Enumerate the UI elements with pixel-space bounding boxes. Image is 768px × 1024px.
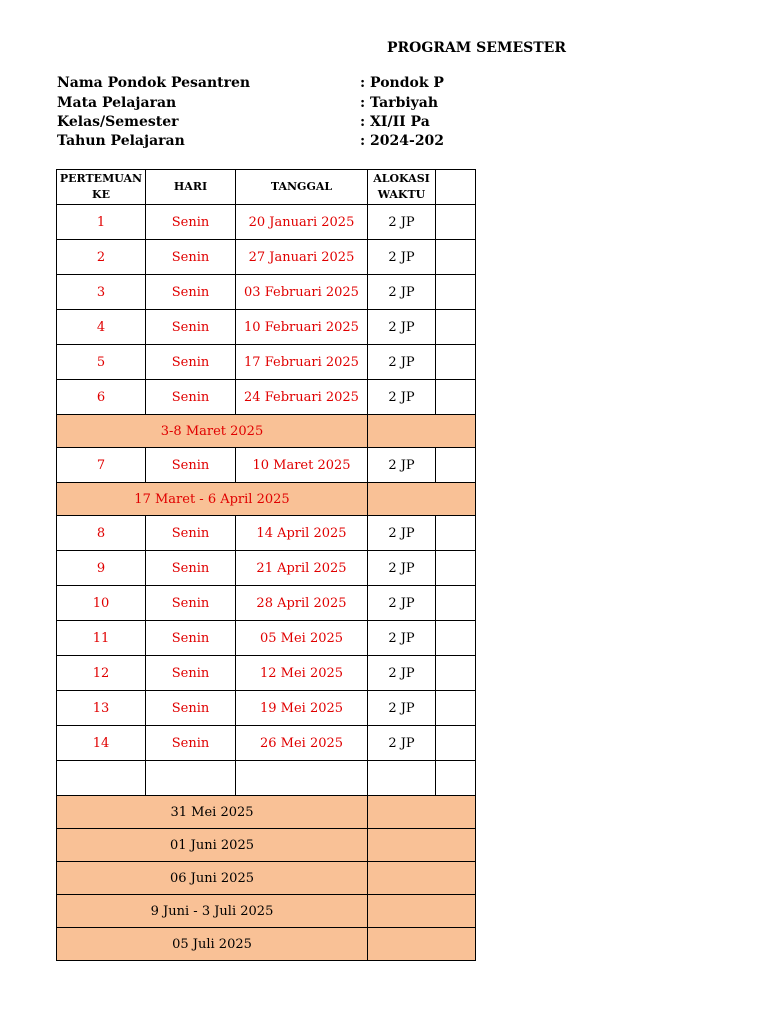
cell-alokasi: 2 JP (368, 275, 436, 310)
cell-hari: Senin (146, 310, 236, 345)
cell-no: 5 (57, 345, 146, 380)
cell-hari: Senin (146, 726, 236, 761)
cell-tanggal: 27 Januari 2025 (236, 240, 368, 275)
table-row (57, 586, 476, 621)
cell-hari: Senin (146, 275, 236, 310)
cell-no: 12 (57, 656, 146, 691)
holiday-band-row (57, 796, 476, 829)
cell-tanggal: 03 Februari 2025 (236, 275, 368, 310)
cell-hari: Senin (146, 621, 236, 656)
cell-extra (436, 275, 476, 310)
cell-tanggal: 28 April 2025 (236, 586, 368, 621)
holiday-band-row (57, 862, 476, 895)
table-row (57, 691, 476, 726)
cell-alokasi: 2 JP (368, 240, 436, 275)
table-row (57, 275, 476, 310)
holiday-band-row (57, 928, 476, 961)
info-value-pondok: : Pondok P (360, 75, 444, 91)
holiday-band-empty (368, 829, 476, 862)
cell-hari: Senin (146, 691, 236, 726)
cell-no: 11 (57, 621, 146, 656)
cell-no: 9 (57, 551, 146, 586)
table-row (57, 345, 476, 380)
table-row (57, 240, 476, 275)
info-value-tahun: : 2024-202 (360, 133, 445, 149)
cell-alokasi: 2 JP (368, 345, 436, 380)
holiday-band-empty (368, 415, 476, 448)
cell-no: 6 (57, 380, 146, 415)
cell-tanggal: 19 Mei 2025 (236, 691, 368, 726)
holiday-band-empty (368, 928, 476, 961)
table-row (57, 448, 476, 483)
header-tanggal: TANGGAL (236, 170, 368, 205)
cell-extra (436, 691, 476, 726)
header-extra (436, 170, 476, 205)
holiday-band-label: 17 Maret - 6 April 2025 (57, 483, 368, 516)
holiday-band-label: 3-8 Maret 2025 (57, 415, 368, 448)
cell-alokasi: 2 JP (368, 691, 436, 726)
cell-hari: Senin (146, 380, 236, 415)
cell-extra (436, 726, 476, 761)
holiday-band-row (57, 415, 476, 448)
cell-extra (436, 448, 476, 483)
cell-hari: Senin (146, 205, 236, 240)
empty-row (57, 761, 476, 796)
info-value-kelas: : XI/II Pa (360, 114, 430, 130)
cell-alokasi: 2 JP (368, 726, 436, 761)
cell-no: 8 (57, 516, 146, 551)
cell-tanggal: 14 April 2025 (236, 516, 368, 551)
cell-alokasi: 2 JP (368, 448, 436, 483)
holiday-band-label: 01 Juni 2025 (57, 829, 368, 862)
table-row (57, 516, 476, 551)
cell-extra (436, 516, 476, 551)
header-pertemuan: PERTEMUAN KE (57, 170, 146, 205)
holiday-band-label: 9 Juni - 3 Juli 2025 (57, 895, 368, 928)
cell-tanggal: 26 Mei 2025 (236, 726, 368, 761)
cell-alokasi: 2 JP (368, 551, 436, 586)
holiday-band-label: 31 Mei 2025 (57, 796, 368, 829)
table-header-row (57, 170, 476, 205)
table-row (57, 551, 476, 586)
cell-no: 10 (57, 586, 146, 621)
info-label-tahun: Tahun Pelajaran (57, 133, 185, 149)
document-title: PROGRAM SEMESTER (387, 40, 566, 56)
cell-no: 4 (57, 310, 146, 345)
table-row (57, 621, 476, 656)
cell-no: 13 (57, 691, 146, 726)
schedule-table (56, 169, 476, 961)
cell-tanggal: 17 Februari 2025 (236, 345, 368, 380)
cell-extra (436, 551, 476, 586)
holiday-band-empty (368, 796, 476, 829)
cell-hari: Senin (146, 448, 236, 483)
cell-alokasi: 2 JP (368, 621, 436, 656)
holiday-band-empty (368, 895, 476, 928)
table-row (57, 380, 476, 415)
holiday-band-row (57, 895, 476, 928)
cell-alokasi: 2 JP (368, 656, 436, 691)
cell-empty (236, 761, 368, 796)
cell-alokasi: 2 JP (368, 380, 436, 415)
cell-hari: Senin (146, 586, 236, 621)
info-label-mapel: Mata Pelajaran (57, 95, 177, 111)
cell-empty (57, 761, 146, 796)
cell-tanggal: 05 Mei 2025 (236, 621, 368, 656)
cell-extra (436, 310, 476, 345)
info-label-pondok: Nama Pondok Pesantren (57, 75, 251, 91)
cell-extra (436, 586, 476, 621)
cell-no: 1 (57, 205, 146, 240)
holiday-band-row (57, 829, 476, 862)
cell-extra (436, 205, 476, 240)
cell-no: 3 (57, 275, 146, 310)
cell-empty (436, 761, 476, 796)
cell-hari: Senin (146, 345, 236, 380)
cell-tanggal: 21 April 2025 (236, 551, 368, 586)
cell-no: 7 (57, 448, 146, 483)
cell-hari: Senin (146, 240, 236, 275)
header-hari: HARI (146, 170, 236, 205)
holiday-band-label: 05 Juli 2025 (57, 928, 368, 961)
table-row (57, 656, 476, 691)
cell-alokasi: 2 JP (368, 516, 436, 551)
cell-hari: Senin (146, 516, 236, 551)
cell-extra (436, 380, 476, 415)
cell-tanggal: 12 Mei 2025 (236, 656, 368, 691)
cell-empty (146, 761, 236, 796)
holiday-band-empty (368, 483, 476, 516)
cell-tanggal: 20 Januari 2025 (236, 205, 368, 240)
cell-no: 2 (57, 240, 146, 275)
cell-hari: Senin (146, 551, 236, 586)
cell-alokasi: 2 JP (368, 205, 436, 240)
cell-alokasi: 2 JP (368, 310, 436, 345)
info-value-mapel: : Tarbiyah (360, 95, 439, 111)
cell-extra (436, 621, 476, 656)
table-row (57, 726, 476, 761)
cell-no: 14 (57, 726, 146, 761)
holiday-band-label: 06 Juni 2025 (57, 862, 368, 895)
cell-tanggal: 10 Maret 2025 (236, 448, 368, 483)
cell-hari: Senin (146, 656, 236, 691)
cell-tanggal: 24 Februari 2025 (236, 380, 368, 415)
info-label-kelas: Kelas/Semester (57, 114, 179, 130)
header-alokasi: ALOKASI WAKTU (368, 170, 436, 205)
cell-extra (436, 345, 476, 380)
cell-extra (436, 656, 476, 691)
cell-empty (368, 761, 436, 796)
holiday-band-row (57, 483, 476, 516)
cell-alokasi: 2 JP (368, 586, 436, 621)
table-row (57, 205, 476, 240)
cell-extra (436, 240, 476, 275)
table-row (57, 310, 476, 345)
cell-tanggal: 10 Februari 2025 (236, 310, 368, 345)
holiday-band-empty (368, 862, 476, 895)
